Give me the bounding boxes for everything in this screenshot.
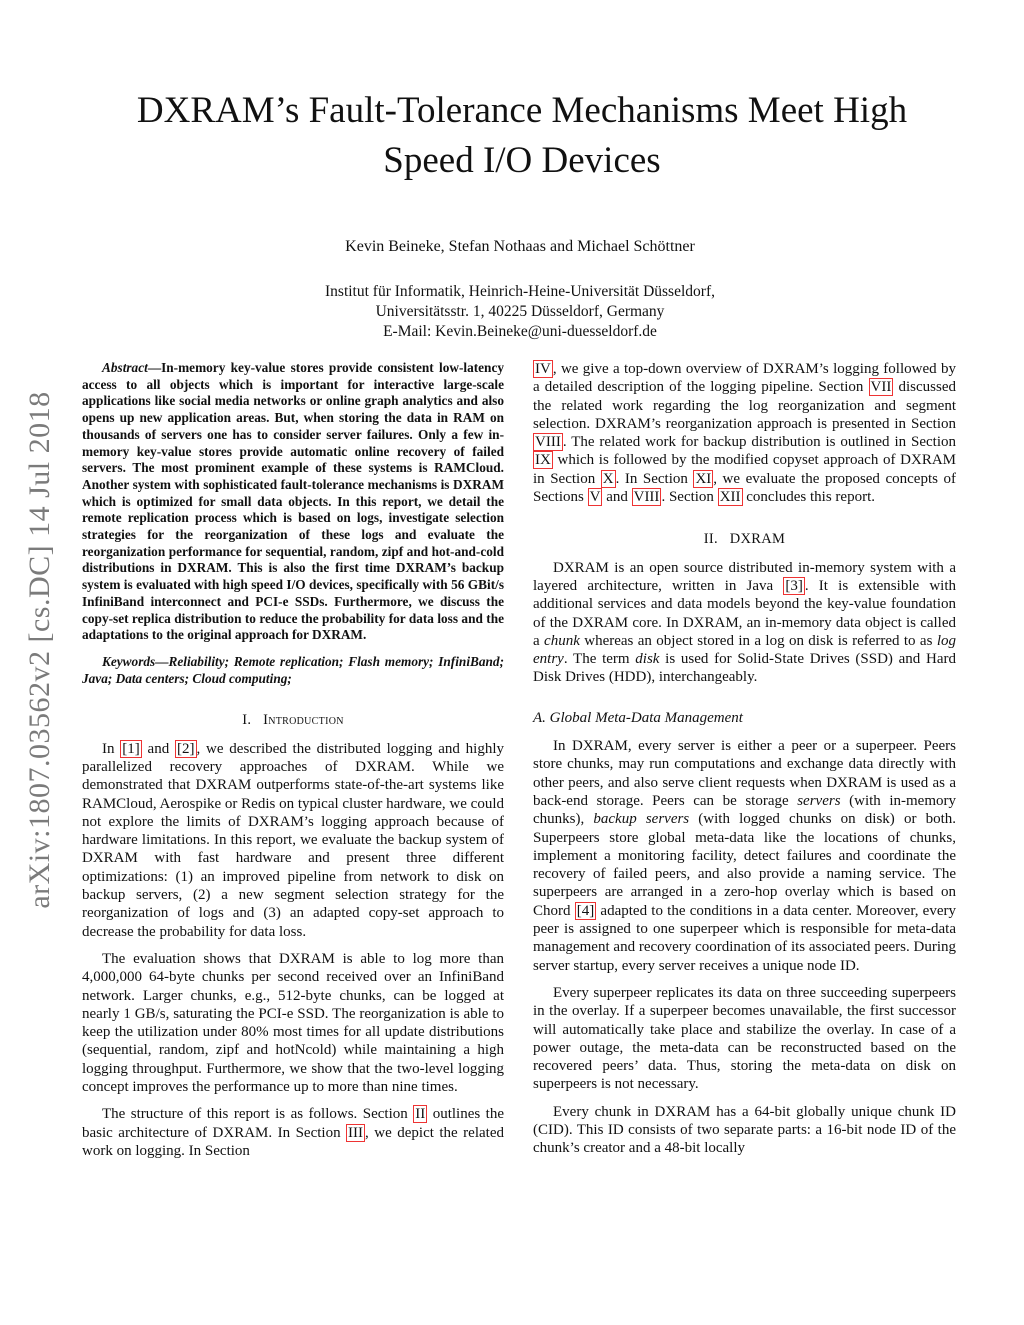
intro-paragraph-3-continued: IV , we give a top-down overview of DXRAM’s logging followed by a detailed description of the logging pipeline. Section VII discussed the related work regarding the log reorganization and segment selection. DXRAM’s reorganization approach is presented in Section VIII . The related work for backup distribution is outlined in Section IX which is followed by the modified copyset approach of DXRAM in Section X . In Section XI , we evaluate the proposed concepts of Sections V and VIII . Section XII concludes this report. [533, 361, 957, 506]
citation-link[interactable]: [1] [122, 740, 140, 757]
affiliation-line-2: Universitätsstr. 1, 40225 Düsseldorf, Germany [375, 303, 665, 320]
meta-data-paragraph-3: Every chunk in DXRAM has a 64-bit globally unique chunk ID (CID). This ID consists of two separate parts: a 16-bit node ID of the chunk’s creator and a 48-bit locally [533, 1103, 956, 1157]
keywords: Keywords—Reliability; Remote replication; Flash memory; InfiniBand; Java; Data centers; Cloud computing; [82, 653, 504, 686]
subsection-heading-global-meta-data: A. Global Meta-Data Management [533, 709, 743, 726]
left-column [82, 360, 504, 1160]
section-link[interactable]: XII [719, 489, 741, 506]
arxiv-sidebar [4, 0, 76, 1325]
affiliation-line-1: Institut für Informatik, Heinrich-Heine-Universität Düsseldorf, [325, 283, 715, 300]
right-column [533, 360, 956, 1158]
paper-title [40, 86, 1004, 186]
section-link[interactable]: IX [535, 452, 551, 469]
intro-paragraph-2: The evaluation shows that DXRAM is able to log more than 4,000,000 64-byte chunks per second received over an InfiniBand network. Larger chunks, e.g., 512-byte chunks, can be logged at nearly 1 GB/s, saturating the PCI-e SSD. The reorganization is able to keep the utilization under 80% most times for all update distributions (sequential, random, zipf and hotNcold) while maintaining a high logging throughput. Furthermore, we show that the two-level logging concept improves the performance up to more than nine times. [82, 950, 504, 1095]
citation-link[interactable]: [4] [576, 902, 595, 919]
dxram-paragraph-1: DXRAM is an open source distributed in-memory system with a layered architecture, written in Java [3] . It is extensible with additional services and data models beyond the key-value foundation of the DXRAM core. In DXRAM, an in-memory data object is called a chunk whereas an object stored in a log on disk is referred to as log entry. The term disk is used for Solid-State Drives (SSD) and Hard Disk Drives (HDD), interchangeably. [533, 559, 956, 686]
abstract [82, 360, 504, 644]
section-link[interactable]: II [415, 1106, 426, 1123]
title-line-2: Speed I/O Devices [383, 140, 661, 181]
abstract-label: Abstract [102, 360, 148, 375]
meta-data-paragraph-1: In DXRAM, every server is either a peer or a superpeer. Peers store chunks, may run computations and exchange data directly with other peers, and also serve client requests when DXRAM is used as a back-end storage. Peers can be storage servers (with in-memory chunks), backup servers (with logged chunks on disk) or both. Superpeers store global meta-data like the locations of chunks, implement a monitoring facility, detect failures and coordinate the recovery of failed peers, and also provide a naming service. The superpeers are arranged in a zero-hop overlay which is based on Chord [4] adapted to the conditions in a data center. Moreover, every peer is assigned to one superpeer which is responsible for meta-data management and recovery coordination of its associated peers. During server startup, every server receives a unique node ID. [533, 738, 956, 974]
affiliation-email: E-Mail: Kevin.Beineke@uni-duesseldorf.de [383, 323, 657, 340]
section-link[interactable]: IV [535, 361, 551, 377]
section-heading-dxram: II. DXRAM [703, 531, 786, 548]
meta-data-paragraph-2: Every superpeer replicates its data on three succeeding superpeers in the overlay. If a superpeer becomes unavailable, the first successor will automatically take place and stabilize the overlay. In case of a power outage, the meta-data can be reconstructed based on the recovered peers’ data. Thus, storing the meta-data on disk on superpeers is not necessary. [533, 984, 956, 1093]
section-link[interactable]: X [602, 470, 614, 487]
section-link[interactable]: III [348, 1124, 364, 1141]
section-link[interactable]: V [589, 489, 601, 506]
intro-paragraph-1: In [1] and [2] , we described the distributed logging and highly parallelized recovery approaches of DXRAM. While we demonstrated that DXRAM outperforms state-of-the-art systems like RAMCloud, Aerospike or Redis on typical cluster hardware, we could not explore the limits of DXRAM’s logging approach because of hardware limitations. In this report, we evaluate the backup system of DXRAM with fast hardware and present three different optimizations: (1) an improved pipeline from network to disk on backup servers, (2) a new segment selection strategy for the reorganization of logs and (3) an adapted copy-set approach to decrease the probability for data loss. [82, 740, 504, 940]
section-link[interactable]: VIII [633, 489, 660, 506]
section-link[interactable]: VII [870, 379, 892, 396]
citation-link[interactable]: [3] [785, 577, 803, 594]
title-line-1: DXRAM’s Fault-Tolerance Mechanisms Meet High [136, 90, 908, 131]
section-heading-introduction: I. Introduction [242, 712, 344, 729]
abstract-text: —In-memory key-value stores provide consistent low-latency access to all objects which is important for interactive large-scale applications like social media networks or online graph analytics and also opens up new application areas. But, when storing the data in RAM on thousands of servers one has to consider server failures. Only a few in-memory key-value stores provide automatic online recovery of failed servers. The most prominent example of these systems is RAMCloud. Another system with sophisticated fault-tolerance mechanisms is DXRAM which is optimized for small data objects. In this report, we detail the remote replication process which is based on logs, investigate selection strategies for the reorganization of these logs and evaluate the reorganization performance for sequential, random, zipf and hot-and-cold distributions in DXRAM. This is also the first time DXRAM’s backup system is evaluated with high speed I/O devices, specifically with 56 GBit/s InfiniBand interconnect and PCI-e SSDs. Furthermore, we discuss the copy-set replica distribution to reduce the probability for data loss and the adaptations to the original approach for DXRAM. [82, 360, 504, 643]
section-link[interactable]: XI [695, 470, 712, 487]
authors: Kevin Beineke, Stefan Nothaas and Michael Schöttner [345, 238, 695, 255]
affiliation [60, 282, 980, 342]
arxiv-identifier: arXiv:1807.03562v2 [cs.DC] 14 Jul 2018 [23, 391, 56, 909]
intro-paragraph-3-start: The structure of this report is as follows. Section II outlines the basic architecture of DXRAM. In Section III , we depict the related work on logging. In Section [82, 1106, 504, 1159]
section-link[interactable]: VIII [535, 434, 561, 451]
citation-link[interactable]: [2] [177, 740, 195, 757]
